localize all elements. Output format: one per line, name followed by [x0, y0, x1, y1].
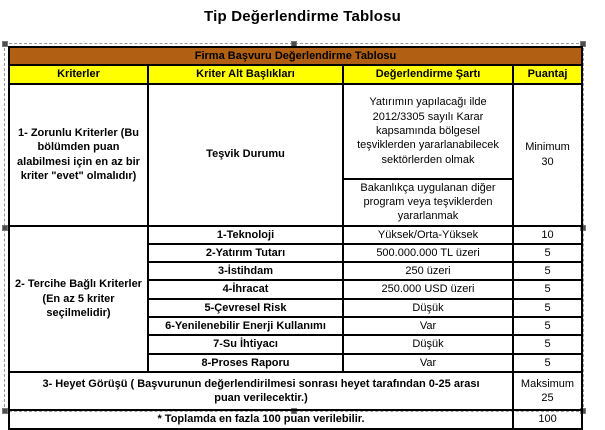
optional-criteria: 2- Tercihe Bağlı Kriterler (En az 5 kriter seçilmelidir) — [9, 226, 148, 372]
column-header-sart: Değerlendirme Şartı — [343, 65, 513, 83]
mandatory-row-1 — [9, 84, 582, 179]
optional-subtopic: 8-Proses Raporu — [148, 354, 343, 372]
optional-score: 5 — [513, 262, 582, 280]
optional-condition: Yüksek/Orta-Yüksek — [343, 226, 513, 244]
optional-condition: 250.000 USD üzeri — [343, 280, 513, 298]
optional-subtopic: 3-İstihdam — [148, 262, 343, 280]
optional-subtopic: 4-İhracat — [148, 280, 343, 298]
optional-score: 5 — [513, 244, 582, 262]
table-band-row — [9, 47, 582, 65]
optional-subtopic: 2-Yatırım Tutarı — [148, 244, 343, 262]
column-header-alt-basliklar: Kriter Alt Başlıkları — [148, 65, 343, 83]
optional-score: 10 — [513, 226, 582, 244]
committee-score: Maksimum 25 — [513, 372, 582, 410]
optional-subtopic: 5-Çevresel Risk — [148, 299, 343, 317]
mandatory-condition-2: Bakanlıkça uygulanan diğer program veya teşviklerden yararlanmak — [343, 179, 513, 226]
optional-condition: Düşük — [343, 335, 513, 353]
table-band-title: Firma Başvuru Değerlendirme Tablosu — [9, 47, 582, 65]
optional-score: 5 — [513, 354, 582, 372]
mandatory-score: Minimum 30 — [513, 84, 582, 226]
total-note: * Toplamda en fazla 100 puan verilebilir. — [9, 410, 513, 429]
optional-subtopic: 6-Yenilenebilir Enerji Kullanımı — [148, 317, 343, 335]
page-title: Tip Değerlendirme Tablosu — [204, 8, 401, 25]
committee-criteria: 3- Heyet Görüşü ( Başvurunun değerlendirilmesi sonrası heyet tarafından 0-25 arası puan verilecektir.) — [9, 372, 513, 410]
optional-condition: Var — [343, 354, 513, 372]
total-score: 100 — [513, 410, 582, 429]
optional-row — [9, 226, 582, 244]
mandatory-condition-1: Yatırımın yapılacağı ilde 2012/3305 sayılı Karar kapsamında bölgesel teşviklerden yararlanabilecek sektörlerden olmak — [343, 84, 513, 179]
column-header-kriterler: Kriterler — [9, 65, 148, 83]
column-header-row — [9, 65, 582, 83]
committee-row — [9, 372, 582, 410]
evaluation-table — [8, 46, 583, 430]
mandatory-criteria: 1- Zorunlu Kriterler (Bu bölümden puan alabilmesi için en az bir kriter "evet" olmalıdır) — [9, 84, 148, 226]
optional-condition: Düşük — [343, 299, 513, 317]
column-header-puantaj: Puantaj — [513, 65, 582, 83]
optional-subtopic: 1-Teknoloji — [148, 226, 343, 244]
total-row — [9, 410, 582, 429]
optional-condition: 250 üzeri — [343, 262, 513, 280]
optional-score: 5 — [513, 299, 582, 317]
optional-subtopic: 7-Su İhtiyacı — [148, 335, 343, 353]
optional-condition: 500.000.000 TL üzeri — [343, 244, 513, 262]
optional-score: 5 — [513, 317, 582, 335]
optional-score: 5 — [513, 335, 582, 353]
optional-score: 5 — [513, 280, 582, 298]
optional-condition: Var — [343, 317, 513, 335]
mandatory-subtopic: Teşvik Durumu — [148, 84, 343, 226]
